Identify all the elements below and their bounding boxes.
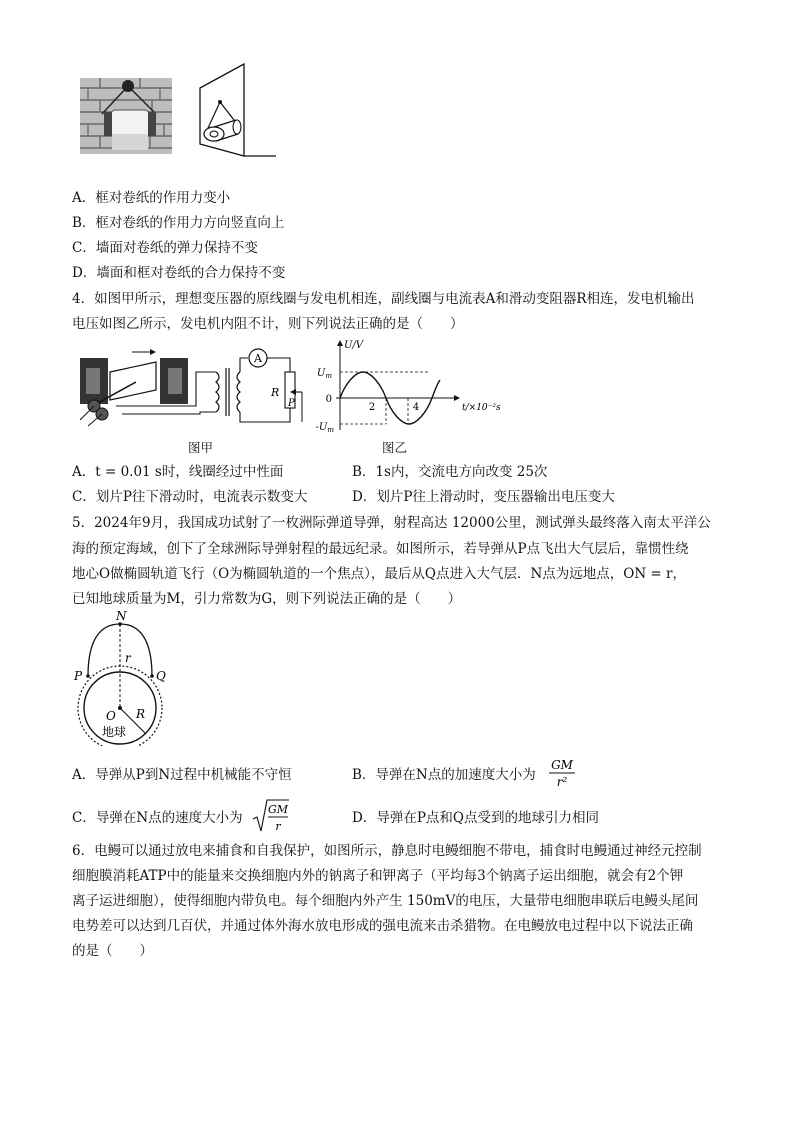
q6-stem-line4: 电势差可以达到几百伏，并通过体外海水放电形成的强电流来击杀猎物。在电鳗放电过程中以下说法正确 (72, 918, 693, 934)
label-r: r (125, 651, 131, 665)
figure-jia-caption: 图甲 (188, 440, 214, 455)
q4-stem-line1: 4．如图甲所示，理想变压器的原线圈与发电机相连，副线圈与电流表A和滑动变阻器R相连，发电机输出 (72, 291, 695, 307)
q5-option-b-fraction (546, 756, 578, 790)
graph-um-sub: m (325, 372, 332, 380)
q6-stem-line5: 的是（ ） (72, 943, 153, 959)
q4-option-c: C．划片P往下滑动时，电流表示数变大 (72, 489, 308, 505)
q4-option-a: A．t = 0.01 s时，线圈经过中性面 (72, 464, 284, 480)
slider-label: P (288, 398, 295, 409)
voltage-sine-graph (312, 338, 502, 438)
q5-stem-line2: 海的预定海域，创下了全球洲际导弹射程的最远纪录。如图所示，若导弹从P点飞出大气层后，靠惯性绕 (72, 541, 689, 557)
q6-stem-line1: 6．电鳗可以通过放电来捕食和自我保护，如图所示，静息时电鳗细胞不带电，捕食时电鳗通过神经元控制 (72, 843, 702, 859)
q5-option-c-sqrt (251, 797, 291, 835)
ammeter-label: A (254, 352, 262, 365)
label-earth: 地球 (102, 725, 127, 739)
graph-origin: 0 (325, 394, 332, 405)
q5-stem-line4: 已知地球质量为M，引力常数为G，则下列说法正确的是（ ） (72, 591, 462, 607)
q4-stem-line2: 电压如图乙所示，发电机内阻不计，则下列说法正确的是（ ） (72, 316, 464, 332)
paper-roll-sketch (186, 62, 278, 158)
graph-neg-um-sub: m (327, 426, 334, 434)
q5-stem-line3: 地心O做椭圆轨道飞行（O为椭圆轨道的一个焦点），最后从Q点进入大气层．N点为远地点，ON = r， (72, 566, 686, 582)
label-big-r: R (136, 707, 146, 721)
orbit-figure (70, 610, 180, 746)
graph-tick-4: 4 (412, 402, 420, 413)
graph-neg-um: -U (315, 422, 328, 433)
graph-um: U (316, 368, 326, 379)
q5-stem-line1: 5．2024年9月，我国成功试射了一枚洲际弹道导弹，射程高达 12000公里，测试弹头最终落入南太平洋公 (72, 515, 711, 531)
graph-xlabel: t/×10⁻²s (462, 403, 501, 413)
q5-option-b-text: B．导弹在N点的加速度大小为 (352, 767, 536, 783)
q3-option-c: C．墙面对卷纸的弹力保持不变 (72, 240, 258, 256)
svg-text:Um (317, 368, 332, 380)
q5-option-d: D．导弹在P点和Q点受到的地球引力相同 (352, 810, 599, 826)
fraction-c-numerator: GM (267, 803, 289, 816)
label-n: N (116, 610, 127, 623)
resistor-label: R (271, 386, 280, 399)
q5-option-c (72, 808, 243, 828)
label-p: P (74, 669, 83, 683)
q6-stem-line3: 离子运进细胞），使得细胞内带负电。每个细胞内外产生 150mV的电压，大量带电细胞串联后电鳗头尾间 (72, 893, 699, 909)
q4-option-d: D．划片P往上滑动时，变压器输出电压变大 (352, 489, 615, 505)
label-o: O (106, 709, 116, 723)
fraction-b-denominator: r² (556, 775, 568, 789)
figure-yi-caption: 图乙 (382, 440, 408, 455)
q4-option-b: B．1s内，交流电方向改变 25次 (352, 464, 548, 480)
q5-option-a: A．导弹从P到N过程中机械能不守恒 (72, 767, 292, 783)
paper-roll-photo (80, 78, 172, 154)
fraction-b-numerator: GM (551, 758, 573, 772)
fraction-c-denominator: r (275, 820, 281, 833)
graph-ylabel: U/V (344, 340, 364, 351)
generator-circuit-figure (76, 342, 306, 428)
q5-option-b (352, 765, 536, 785)
svg-text:-Um (316, 422, 335, 434)
q3-option-a: A．框对卷纸的作用力变小 (72, 190, 231, 206)
q6-stem-line2: 细胞膜消耗ATP中的能量来交换细胞内外的钠离子和钾离子（平均每3个钠离子运出细胞，就会有2个钾 (72, 868, 684, 884)
q3-option-b: B．框对卷纸的作用力方向竖直向上 (72, 215, 285, 231)
q3-option-d: D．墙面和框对卷纸的合力保持不变 (72, 265, 286, 281)
q5-option-c-text: C．导弹在N点的速度大小为 (72, 810, 243, 826)
label-q: Q (156, 669, 166, 683)
graph-tick-2: 2 (368, 402, 376, 413)
